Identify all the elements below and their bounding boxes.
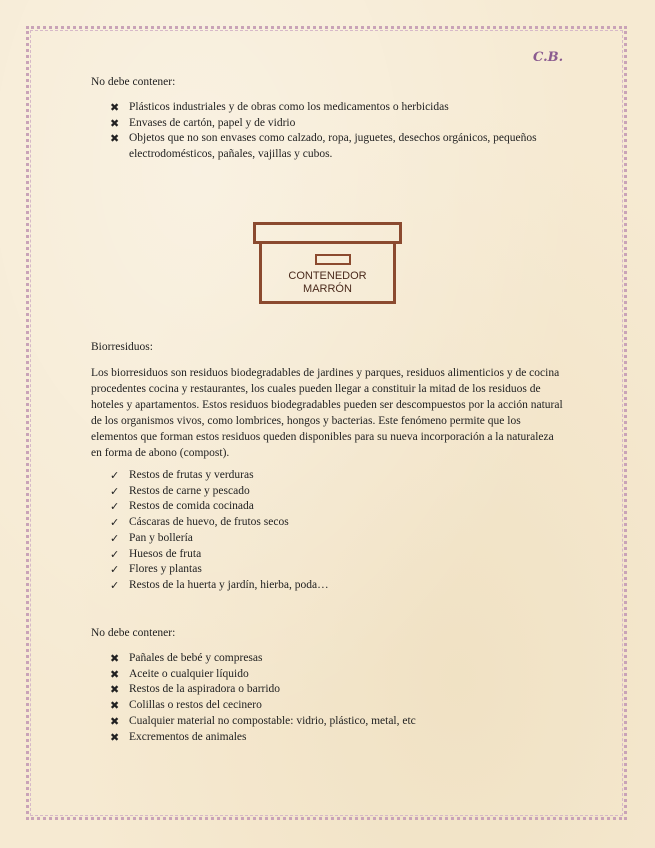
author-initials: C.B. [533,50,564,65]
check-icon: ✓ [110,500,120,514]
bin-label: CONTENEDOR MARRÓN [288,270,367,295]
section1-list [110,100,550,163]
section3-list [110,651,550,745]
check-icon: ✓ [110,484,120,498]
section1-heading: No debe contener: [91,76,176,88]
check-icon: ✓ [110,516,120,530]
cross-icon: ✖ [110,714,120,728]
check-icon: ✓ [110,469,120,482]
list-item: ✖ Cualquier material no compostable: vidrio, plástico, metal, etc [110,714,416,728]
section3-heading: No debe contener: [91,627,176,639]
list-item: ✖ Plásticos industriales y de obras como los medicamentos o herbicidas [110,101,449,114]
list-item: ✓ Pan y bollería [110,531,193,545]
cross-icon: ✖ [110,652,120,665]
list-item: ✖ Colillas o restos del cecinero [110,699,262,713]
check-icon: ✓ [110,547,120,561]
list-item: ✓ Restos de comida cocinada [110,500,254,514]
list-item: ✓ Huesos de fruta [110,547,202,561]
list-item: ✖ Aceite o cualquier líquido [110,667,249,681]
list-item: ✖ Objetos que no son envases como calzado, ropa, juguetes, desechos orgánicos, pequeños electrodomésticos, pañales, vajillas y cubos. [110,132,537,161]
brown-container-illustration [253,222,402,304]
check-icon: ✓ [110,578,120,592]
cross-icon: ✖ [110,730,120,744]
list-item: ✓ Flores y plantas [110,563,202,577]
list-item: ✖ Restos de la aspiradora o barrido [110,683,281,697]
list-item: ✓ Cáscaras de huevo, de frutos secos [110,516,289,530]
bin-body [259,244,396,304]
cross-icon: ✖ [110,683,120,697]
list-item: ✓ Restos de la huerta y jardín, hierba, poda… [110,578,329,592]
cross-icon: ✖ [110,116,120,130]
list-item: ✖ Excrementos de animales [110,730,247,744]
cross-icon: ✖ [110,699,120,713]
list-item: ✖ Pañales de bebé y compresas [110,652,263,665]
cross-icon: ✖ [110,132,120,146]
check-icon: ✓ [110,531,120,545]
bin-lid [253,222,402,244]
section2-heading: Biorresiduos: [91,341,153,353]
check-icon: ✓ [110,563,120,577]
section2-list [110,468,550,594]
list-item: ✓ Restos de carne y pescado [110,484,250,498]
cross-icon: ✖ [110,667,120,681]
biorresiduos-paragraph: Los biorresiduos son residuos biodegradables de jardines y parques, residuos alimenticios y de cocina procedentes cocina y restaurantes, los cuales pueden llegar a constituir la mitad de los residuos de hoteles y apartamentos. Estos residuos biodegradables pueden ser descompuestos por la acción natural de los organismos vivos, como lombrices, hongos y bacterias. Este fenómeno permite que los elementos que forman estos residuos queden disponibles para su nueva incorporación a la naturaleza en forma de abono (compost). [91,367,563,459]
bin-handle [315,254,351,265]
list-item: ✖ Envases de cartón, papel y de vidrio [110,116,296,130]
list-item: ✓ Restos de frutas y verduras [110,469,254,482]
cross-icon: ✖ [110,101,120,114]
